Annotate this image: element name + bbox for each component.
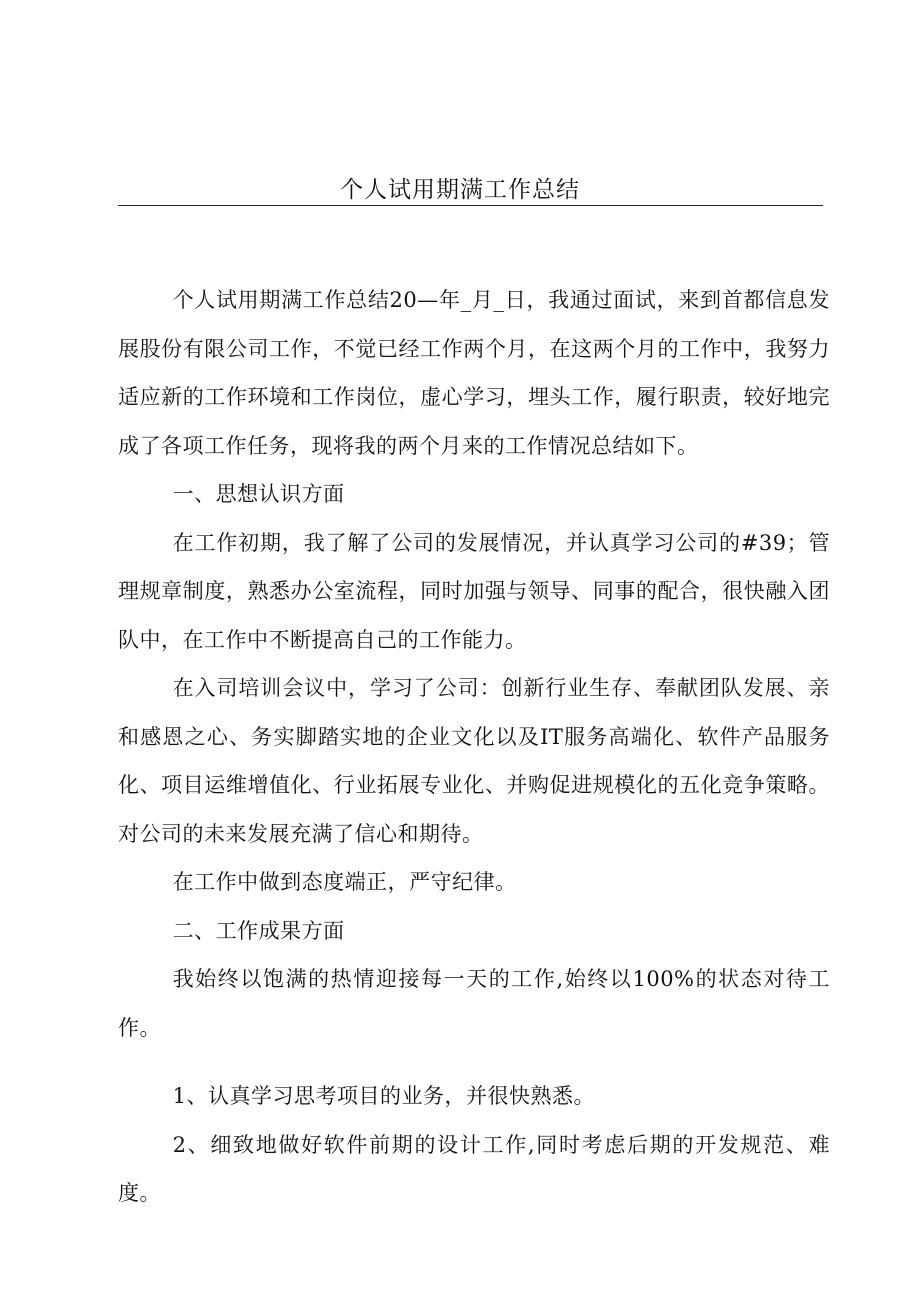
title-underline [118, 205, 823, 206]
paragraph-attitude: 在工作中做到态度端正，严守纪律。 [172, 870, 517, 894]
list-item-2: 2、细致地做好软件前期的设计工作,同时考虑后期的开发规范、难度。 [118, 1132, 830, 1205]
list-item-1: 1、认真学习思考项目的业务，并很快熟悉。 [172, 1084, 595, 1108]
paragraph-training: 在入司培训会议中，学习了公司：创新行业生存、奉献团队发展、亲和感恩之心、务实脚踏实地的企业文化以及IT服务高端化、软件产品服务化、项目运维增值化、行业拓展专业化、并购促进规模化的五化竞争策略。对公司的未来发展充满了信心和期待。 [118, 676, 830, 846]
section-heading-thought: 一、思想认识方面 [172, 482, 345, 506]
intro-paragraph: 个人试用期满工作总结20—年_月_日，我通过面试，来到首都信息发展股份有限公司工作，不觉已经工作两个月，在这两个月的工作中，我努力适应新的工作环境和工作岗位，虚心学习，埋头工作，履行职责，较好地完成了各项工作任务，现将我的两个月来的工作情况总结如下。 [118, 288, 830, 458]
paragraph-early-work: 在工作初期，我了解了公司的发展情况，并认真学习公司的#39；管理规章制度，熟悉办公室流程，同时加强与领导、同事的配合，很快融入团队中，在工作中不断提高自己的工作能力。 [118, 530, 830, 652]
section-heading-results: 二、工作成果方面 [172, 918, 345, 943]
document-title: 个人试用期满工作总结 [340, 177, 580, 203]
document-body [118, 276, 830, 1218]
paragraph-enthusiasm: 我始终以饱满的热情迎接每一天的工作,始终以100%的状态对待工作。 [118, 967, 830, 1040]
